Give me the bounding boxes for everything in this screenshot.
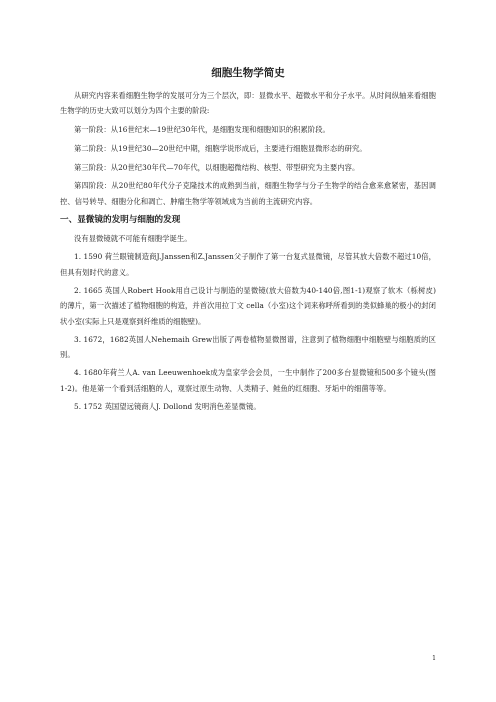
history-item-4: 4. 1680年荷兰人A. van Leeuwenhoek成为皇家学会会员，一生中制作了200多台显微镜和500多个镜头(图1-2)。他是第一个看到活细胞的人，观察过原生动物、人类精子、鲑鱼的红细胞、牙垢中的细菌等等。 [60, 368, 436, 393]
stage-3-paragraph: 第三阶段：从20世纪30年代—70年代，以细胞超微结构、核型、带型研究为主要内容。 [74, 162, 360, 172]
document-title: 细胞生物学简史 [211, 67, 285, 79]
history-item-5: 5. 1752 英国望远镜商人J. Dollond 发明消色差显微镜。 [74, 402, 261, 412]
history-item-2: 2. 1665 英国人Robert Hook用自己设计与制造的显微镜(放大倍数为40-140倍,图1-1)观察了软木（栎树皮)的薄片，第一次描述了植物细胞的构造，并首次用拉丁文 cella（小室)这个词来称呼所看到的类似蜂巢的极小的封闭状小室(实际上只是观察到纤维质的细胞壁)。 [60, 285, 436, 326]
section-heading: 一、显微镜的发明与细胞的发现 [60, 215, 181, 226]
stage-4-paragraph: 第四阶段：从20世纪80年代分子克隆技术的成熟到当前，细胞生物学与分子生物学的结合愈来愈紧密，基因调控、信号转导、细胞分化和凋亡、肿瘤生物学等领域成为当前的主流研究内容。 [60, 181, 436, 206]
intro-paragraph: 从研究内容来看细胞生物学的发展可分为三个层次，即：显微水平、超微水平和分子水平。从时间纵轴来看细胞生物学的历史大致可以划分为四个主要的阶段: [60, 91, 436, 116]
section-intro-paragraph: 没有显微镜就不可能有细胞学诞生。 [74, 234, 192, 244]
page-number: 1 [432, 655, 436, 662]
history-item-3: 3. 1672，1682英国人Nehemaih Grew出版了两卷植物显微图谱，注意到了植物细胞中细胞壁与细胞质的区别。 [60, 334, 436, 360]
stage-1-paragraph: 第一阶段：从16世纪末—19世纪30年代，是细胞发现和细胞知识的积累阶段。 [74, 125, 330, 135]
history-item-1: 1. 1590 荷兰眼镜制造商J.Janssen和Z.Janssen父子制作了第一台复式显微镜，尽管其放大倍数不超过10倍，但具有划时代的意义。 [60, 252, 436, 277]
stage-2-paragraph: 第二阶段：从19世纪30—20世纪中期，细胞学说形成后，主要进行细胞显微形态的研究。 [74, 143, 367, 153]
